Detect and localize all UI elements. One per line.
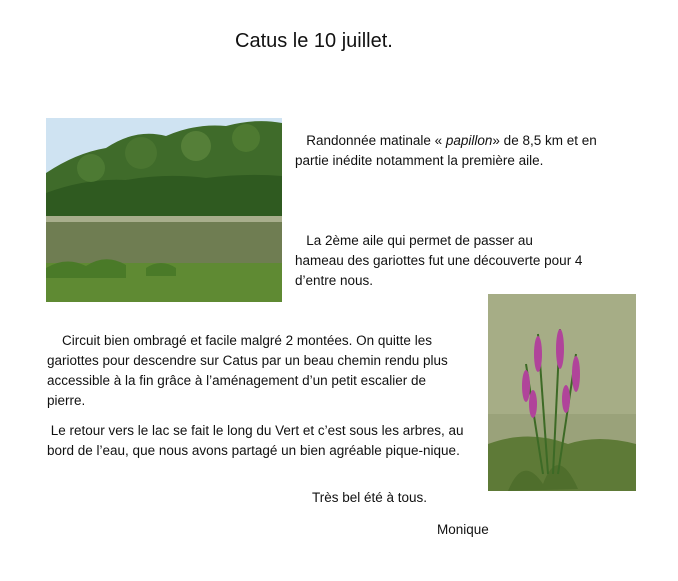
intro-rest: » de 8,5 km et en partie inédite notamment la première aile. [295,133,597,168]
closing-line: Très bel été à tous. [312,490,428,505]
signature: Monique [437,522,489,537]
paragraph-return [47,421,467,461]
flower-photo [488,294,636,491]
lake-photo [46,118,282,302]
paragraph-intro [295,131,615,171]
second-wing-text: La 2ème aile qui permet de passer au hameau des gariottes fut une découverte pour 4 d’entre nous. [295,233,583,288]
return-text: Le retour vers le lac se fait le long du Vert et c’est sous les arbres, au bord de l’eau, que nous avons partagé un bien agréable pique-nique. [47,423,464,458]
paragraph-second-wing [295,231,585,291]
intro-lead: Randonnée matinale « [306,133,446,148]
page-title: Catus le 10 juillet. [235,30,393,52]
paragraph-circuit [47,331,467,411]
intro-emphasis: papillon [445,133,493,148]
circuit-text: Circuit bien ombragé et facile malgré 2 montées. On quitte les gariottes pour descendre sur Catus par un beau chemin rendu plus accessible à la fin grâce à l’aménagement d’un petit escalier de pierre. [47,333,448,408]
